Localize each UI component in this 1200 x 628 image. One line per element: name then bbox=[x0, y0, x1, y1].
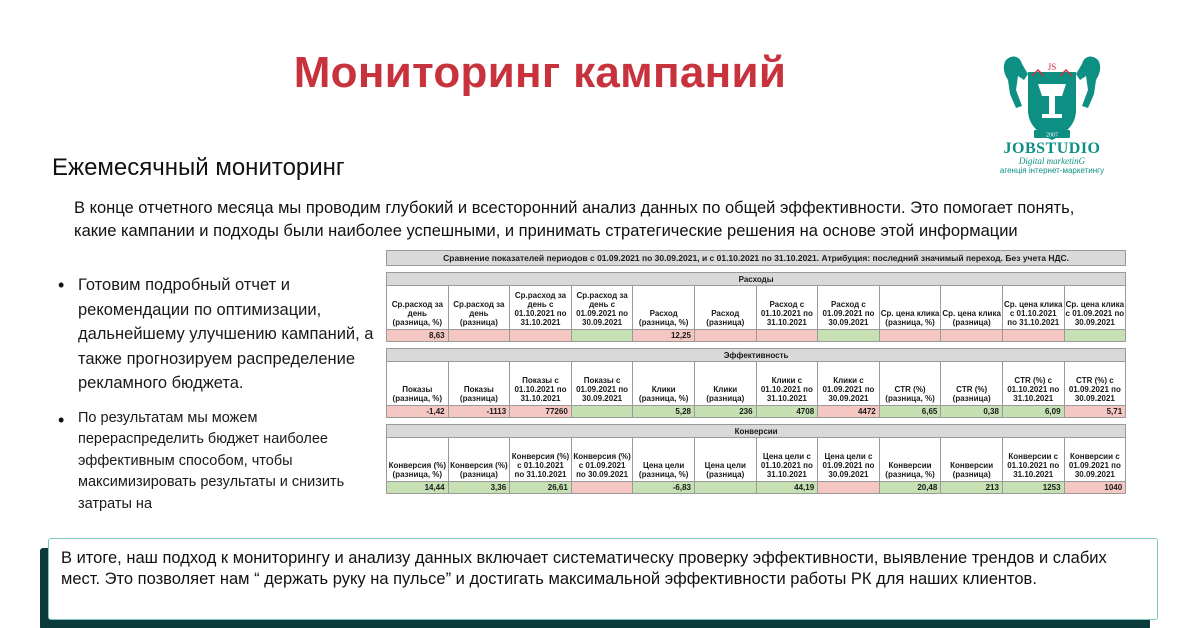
table-value-cell: -6,83 bbox=[633, 482, 695, 494]
table-header-cell: Расход с 01.09.2021 по 30.09.2021 bbox=[818, 286, 880, 330]
bullet-item: • По результатам мы можем перераспределить бюджет наиболее эффективным способом, чтобы максимизировать результаты и снизить затраты на bbox=[56, 408, 376, 516]
table-header-cell: CTR (%) (разница) bbox=[941, 362, 1003, 406]
summary-box: В итоге, наш подход к мониторингу и анализу данных включает систематическу проверку эффективности, выявление трендов и слабих мест. Это позволяет нам “ держать руку на пульсе” и достигать максимальной эффективности работы РК для наших клиентов. bbox=[48, 538, 1158, 620]
table-value-cell: 26,61 bbox=[510, 482, 572, 494]
table-value-cell bbox=[448, 330, 510, 342]
table-header-cell: Конверсии (разница) bbox=[941, 438, 1003, 482]
table-header-cell: CTR (%) (разница, %) bbox=[879, 362, 941, 406]
table-header-cell: CTR (%) с 01.09.2021 по 30.09.2021 bbox=[1064, 362, 1126, 406]
table-value-cell: 236 bbox=[694, 406, 756, 418]
logo-name: JOBSTUDIO bbox=[1003, 140, 1101, 157]
table-header-cell: Цена цели с 01.09.2021 по 30.09.2021 bbox=[818, 438, 880, 482]
table-header-cell: Ср.расход за день с 01.09.2021 по 30.09.2021 bbox=[571, 286, 633, 330]
table-value-cell: 213 bbox=[941, 482, 1003, 494]
table-value-cell: 5,28 bbox=[633, 406, 695, 418]
table-value-cell bbox=[694, 482, 756, 494]
bullet-list bbox=[56, 273, 376, 515]
intro-paragraph: В конце отчетного месяца мы проводим глубокий и всесторонний анализ данных по общей эффективности. Это помогает понять, какие кампании и подходы были наиболее успешными, и принимать стратегические решения на основе этой информации bbox=[74, 199, 1075, 240]
table-header-cell: Расход (разница, %) bbox=[633, 286, 695, 330]
table-header-cell: Расход (разница) bbox=[694, 286, 756, 330]
table-header-cell: Цена цели (разница) bbox=[694, 438, 756, 482]
table-value-cell: 0,38 bbox=[941, 406, 1003, 418]
table-title: Сравнение показателей периодов с 01.09.2021 по 30.09.2021, и с 01.10.2021 по 31.10.2021. Атрибуция: последний значимый переход. Без учета НДС. bbox=[387, 251, 1126, 266]
table-value-cell: 1040 bbox=[1064, 482, 1126, 494]
table-value-cell bbox=[1064, 330, 1126, 342]
table-header-cell: Показы (разница) bbox=[448, 362, 510, 406]
table-header-cell: Ср.расход за день с 01.10.2021 по 31.10.2021 bbox=[510, 286, 572, 330]
table-header-cell: Конверсия (%) (разница) bbox=[448, 438, 510, 482]
table-value-cell: 3,36 bbox=[448, 482, 510, 494]
table-value-cell: 14,44 bbox=[387, 482, 449, 494]
table-value-cell bbox=[571, 406, 633, 418]
table-value-cell bbox=[818, 330, 880, 342]
table-value-cell: 4708 bbox=[756, 406, 818, 418]
table-value-cell: -1113 bbox=[448, 406, 510, 418]
table-header-cell: Показы (разница, %) bbox=[387, 362, 449, 406]
table-value-cell: 20,48 bbox=[879, 482, 941, 494]
table-spacer bbox=[387, 266, 1126, 273]
table-value-cell: -1,42 bbox=[387, 406, 449, 418]
table-header-cell: Конверсии с 01.09.2021 по 30.09.2021 bbox=[1064, 438, 1126, 482]
table-header-cell: Цена цели с 01.10.2021 по 31.10.2021 bbox=[756, 438, 818, 482]
table-value-cell: 1253 bbox=[1002, 482, 1064, 494]
table-value-cell: 4472 bbox=[818, 406, 880, 418]
table-value-cell: 77260 bbox=[510, 406, 572, 418]
table-value-cell: 44,19 bbox=[756, 482, 818, 494]
table-header-cell: Конверсии с 01.10.2021 по 31.10.2021 bbox=[1002, 438, 1064, 482]
table-value-cell bbox=[571, 330, 633, 342]
table-value-cell bbox=[879, 330, 941, 342]
table-value-cell bbox=[1002, 330, 1064, 342]
page-title: Мониторинг кампаний bbox=[293, 48, 787, 97]
table-spacer bbox=[387, 342, 1126, 349]
table-header-cell: Показы с 01.10.2021 по 31.10.2021 bbox=[510, 362, 572, 406]
bullet-item: • Готовим подробный отчет и рекомендации по оптимизации, дальнейшему улучшению кампаний, а также прогнозируем распределение рекламного бюджета. bbox=[56, 273, 376, 396]
table-header-cell: Ср. цена клика с 01.09.2021 по 30.09.2021 bbox=[1064, 286, 1126, 330]
table-header-cell: Ср. цена клика (разница) bbox=[941, 286, 1003, 330]
table-header-cell: Клики (разница, %) bbox=[633, 362, 695, 406]
table-value-cell bbox=[694, 330, 756, 342]
table-value-cell: 8,63 bbox=[387, 330, 449, 342]
table-header-cell: Ср. цена клика (разница, %) bbox=[879, 286, 941, 330]
table-header-cell: Ср. цена клика с 01.10.2021 по 31.10.2021 bbox=[1002, 286, 1064, 330]
table-value-cell bbox=[756, 330, 818, 342]
table-value-cell: 12,25 bbox=[633, 330, 695, 342]
logo-monogram: JS bbox=[1047, 62, 1057, 72]
table-value-cell bbox=[510, 330, 572, 342]
table-value-cell bbox=[941, 330, 1003, 342]
section-subtitle: Ежемесячный мониторинг bbox=[52, 154, 345, 181]
comparison-table bbox=[386, 250, 1126, 494]
table-value-cell: 6,09 bbox=[1002, 406, 1064, 418]
table-header-cell: Показы с 01.09.2021 по 30.09.2021 bbox=[571, 362, 633, 406]
table-value-cell: 5,71 bbox=[1064, 406, 1126, 418]
table-header-cell: Конверсия (%) с 01.09.2021 по 30.09.2021 bbox=[571, 438, 633, 482]
table-value-cell bbox=[818, 482, 880, 494]
table-header-cell: Ср.расход за день (разница) bbox=[448, 286, 510, 330]
table-section-title: Расходы bbox=[387, 273, 1126, 286]
table-header-cell: Конверсия (%) (разница, %) bbox=[387, 438, 449, 482]
table-header-cell: Клики с 01.09.2021 по 30.09.2021 bbox=[818, 362, 880, 406]
table-header-cell: Клики (разница) bbox=[694, 362, 756, 406]
table-value-cell bbox=[571, 482, 633, 494]
logo-year: 2007 bbox=[1046, 132, 1058, 139]
table-section-title: Эффективность bbox=[387, 349, 1126, 362]
logo-subtitle: Digital marketinG bbox=[1018, 156, 1086, 166]
comparison-table-image bbox=[386, 250, 1126, 508]
logo-tagline: агенція інтернет-маркетингу bbox=[999, 166, 1105, 175]
table-spacer bbox=[387, 418, 1126, 425]
table-header-cell: Клики с 01.10.2021 по 31.10.2021 bbox=[756, 362, 818, 406]
table-header-cell: Ср.расход за день (разница, %) bbox=[387, 286, 449, 330]
table-header-cell: Цена цели (разница, %) bbox=[633, 438, 695, 482]
table-header-cell: CTR (%) с 01.10.2021 по 31.10.2021 bbox=[1002, 362, 1064, 406]
table-section-title: Конверсии bbox=[387, 425, 1126, 438]
table-value-cell: 6,65 bbox=[879, 406, 941, 418]
table-header-cell: Конверсии (разница, %) bbox=[879, 438, 941, 482]
table-header-cell: Конверсия (%) с 01.10.2021 по 31.10.2021 bbox=[510, 438, 572, 482]
table-header-cell: Расход с 01.10.2021 по 31.10.2021 bbox=[756, 286, 818, 330]
